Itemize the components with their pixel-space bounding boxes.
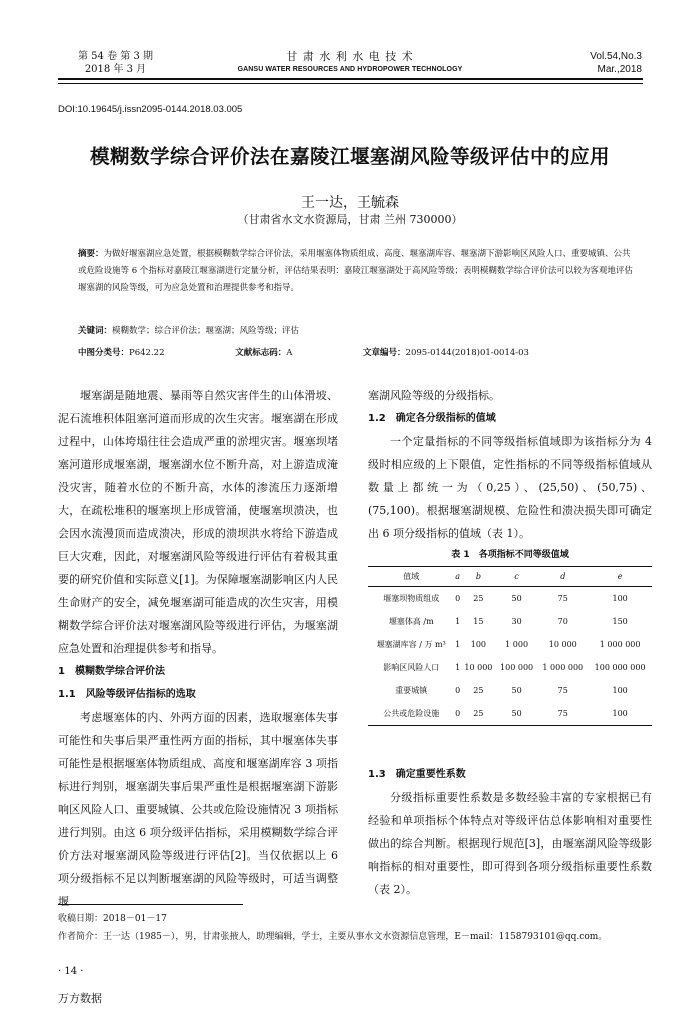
journal-name-cn: 甘 肃 水 利 水 电 技 术 — [286, 50, 414, 63]
table-header-cell: d — [537, 567, 588, 587]
table-row — [368, 587, 652, 611]
table-cell: 堰塞湖库容 / 万 m³ — [376, 640, 446, 649]
table-cell: 30 — [511, 617, 522, 626]
right-column-bottom — [368, 763, 652, 901]
abstract-text: 为做好堰塞湖应急处置，根据模糊数学综合评价法，采用堰塞体物质组成、高度、堰塞湖库容、堰塞湖下游影响区风险人口、重要城镇、公共或危险设施等 6 个指标对嘉陵江堰塞湖进行定量分析，评估结果表明：嘉陵江堰塞湖处于高风险等级；表明模糊数学综合评价法可以较为客观地评估堰塞湖的风险等级，可为应急处置和治理提供参考和指导。 — [78, 249, 633, 293]
author-info: 作者简介：王一达（1985－），男，甘肃张掖人，助理编辑，学士，主要从事水文水资源信息管理，E－mail：1158793101@qq.com。 — [58, 932, 608, 942]
paragraph-intro: 堰塞湖是随地震、暴雨等自然灾害伴生的山体滑坡、泥石流堆积体阻塞河道而形成的次生灾害。堰塞湖在形成过程中，山体垮塌往往会造成严重的淤埋灾害。堰塞坝堵塞河道形成堰塞湖，堰塞湖水位不断升高，对上游造成淹没灾害，随着水位的不断升高，水体的渗流压力逐渐增大，在疏松堆积的堰塞坝上形成管涌，使堰塞坝溃决，也会因水流漫顶而造成溃决，形成的溃坝洪水将给下游造成巨大灾难，因此，对堰塞湖风险等级进行评估有着极其重要的研究价值和实际意义[1]。为保障堰塞湖影响区内人民生命财产的安全，减免堰塞湖可能造成的次生灾害，用模糊数学综合评价法对堰塞湖风险等级进行评估，为堰塞湖应急处置和治理提供参考和指导。 — [58, 389, 338, 655]
table-cell: 75 — [537, 702, 588, 726]
watermark-logo: 万方数据 — [58, 992, 102, 1005]
table-row — [368, 656, 652, 679]
table1-title: 表 1 各项指标不同等级值域 — [451, 550, 569, 560]
table-cell: 50 — [511, 686, 522, 695]
header-rule-thick — [58, 78, 643, 80]
header-volume-en — [590, 50, 642, 76]
table-cell: 15 — [473, 617, 484, 626]
table-cell: 150 — [612, 617, 628, 626]
section-heading-1-3: 1.3 确定重要性系数 — [368, 769, 466, 780]
table-cell: 影响区风险人口 — [383, 663, 440, 672]
abstract-label: 摘要： — [78, 249, 104, 259]
table-cell: 1 000 — [505, 640, 529, 649]
table-cell: 1 — [455, 617, 461, 626]
received-date: 收稿日期：2018－01－17 — [58, 914, 167, 924]
table-cell: 70 — [557, 617, 568, 626]
table-cell: 75 — [557, 594, 568, 603]
table-cell: 100 — [470, 640, 487, 649]
paper-title: 模糊数学综合评价法在嘉陵江堰塞湖风险等级评估中的应用 — [89, 145, 610, 168]
clc: 中图分类号：P642.22 — [78, 348, 165, 358]
table-cell: 1 000 000 — [542, 663, 584, 672]
article-number: 文章编号：2095-0144(2018)01-0014-03 — [363, 348, 529, 358]
section-heading-1: 1 模糊数学综合评价法 — [58, 666, 165, 677]
table-row — [368, 702, 652, 726]
table-cell: 0 — [455, 686, 461, 695]
section-heading-1-2: 1.2 确定各分级指标的值域 — [368, 413, 496, 424]
abstract — [78, 246, 638, 297]
table-cell: 0 — [455, 594, 461, 603]
table-cell: 75 — [557, 686, 568, 695]
classification-row — [78, 346, 638, 358]
keywords — [78, 324, 299, 336]
paragraph-indicators: 考虑堰塞体的内、外两方面的因素，选取堰塞体失事可能性和失事后果严重性两方面的指标，其中堰塞体失事可能性是根据堰塞体物质组成、高度和堰塞湖库容 3 项指标进行判别，堰塞湖失事后果严重性是根据堰塞湖下游影响区风险人口、重要城镇、公共或危险设施情况 3 项指标进行判别。由这 6 项分级评估指标，采用模糊数学综合评价方法对堰塞湖风险等级进行评估[2]。当仅依据以上 6 项分级指标不足以判断堰塞湖的风险等级时，可适当调整堰 — [58, 711, 338, 908]
table-header-cell: 值域 — [368, 567, 455, 587]
left-column — [58, 384, 338, 913]
header-vol-en: Vol.54,No.3 — [590, 51, 642, 62]
paragraph-importance: 分级指标重要性系数是多数经验丰富的专家根据已有经验和单项指标个体特点对等级评估总体影响相对重要性做出的综合判断。根据现行规范[3]，由堰塞湖风险等级影响指标的相对重要性，即可得到各项分级指标重要性系数（表 2）。 — [368, 791, 652, 896]
header-volume-info — [78, 50, 153, 76]
table-header-row — [368, 567, 652, 587]
table-cell: 25 — [461, 702, 496, 726]
journal-name-en: GANSU WATER RESOURCES AND HYDROPOWER TECHNOLOGY — [237, 66, 463, 73]
table-cell: 堰塞坝物质组成 — [383, 594, 440, 603]
header-date: 2018 年 3 月 — [84, 64, 147, 75]
table-cell: 50 — [496, 702, 537, 726]
table-cell: 重要城镇 — [395, 686, 428, 695]
table-cell: 10 000 — [464, 663, 493, 672]
table-header-cell: c — [496, 567, 537, 587]
paragraph-ranges: 一个定量指标的不同等级指标值域即为该指标分为 4 级时相应级的上下限值，定性指标的不同等级指标值域从数量上都统一为（0,25）、(25,50)、(50,75)、(75,100)。根据堰塞湖规模、危险性和溃决损失即可确定出 6 项分级指标的值域（表 1）。 — [368, 435, 652, 540]
table-header-cell: b — [461, 567, 496, 587]
table-header-cell: e — [588, 567, 652, 587]
table-cell: 100 — [612, 594, 628, 603]
keywords-label: 关键词： — [78, 326, 113, 336]
table-row — [368, 633, 652, 656]
table-row — [368, 679, 652, 702]
table-row — [368, 610, 652, 633]
table-cell: 0 — [455, 702, 461, 726]
table-cell: 1 — [455, 640, 461, 649]
table-cell: 100 000 — [500, 663, 534, 672]
doi: DOI:10.19645/j.issn2095-0144.2018.03.005 — [58, 104, 243, 115]
header-rule-thin — [58, 83, 643, 84]
header-volume: 第 54 卷 第 3 期 — [78, 51, 153, 62]
affiliation: （甘肃省水文水资源局，甘肃 兰州 730000） — [237, 213, 463, 226]
table-cell: 公共或危险设施 — [368, 702, 455, 726]
header-date-en: Mar.,2018 — [597, 64, 642, 75]
doc-code: 文献标志码：A — [235, 348, 293, 358]
table-cell: 堰塞体高 /m — [388, 617, 434, 626]
footnote-rule — [58, 904, 243, 905]
section-heading-1-1: 1.1 风险等级评估指标的选取 — [58, 689, 196, 700]
table-cell: 100 — [588, 702, 652, 726]
table-cell: 100 — [612, 686, 628, 695]
table-cell: 25 — [473, 686, 484, 695]
table-cell: 50 — [511, 594, 522, 603]
right-column-top — [368, 384, 652, 545]
table-cell: 10 000 — [548, 640, 577, 649]
table-cell: 1 — [455, 663, 461, 672]
table-cell: 25 — [473, 594, 484, 603]
header-journal — [200, 50, 500, 76]
table-cell: 1 000 000 — [599, 640, 641, 649]
keywords-text: 模糊数学；综合评价法；堰塞湖；风险等级；评估 — [112, 326, 300, 336]
authors: 王一达，王毓森 — [301, 195, 399, 211]
paragraph-continued: 塞湖风险等级的分级指标。 — [368, 389, 500, 402]
page-number: · 14 · — [58, 966, 84, 977]
table-cell: 100 000 000 — [594, 663, 646, 672]
table-header-cell: a — [455, 567, 461, 587]
table1 — [368, 566, 652, 726]
